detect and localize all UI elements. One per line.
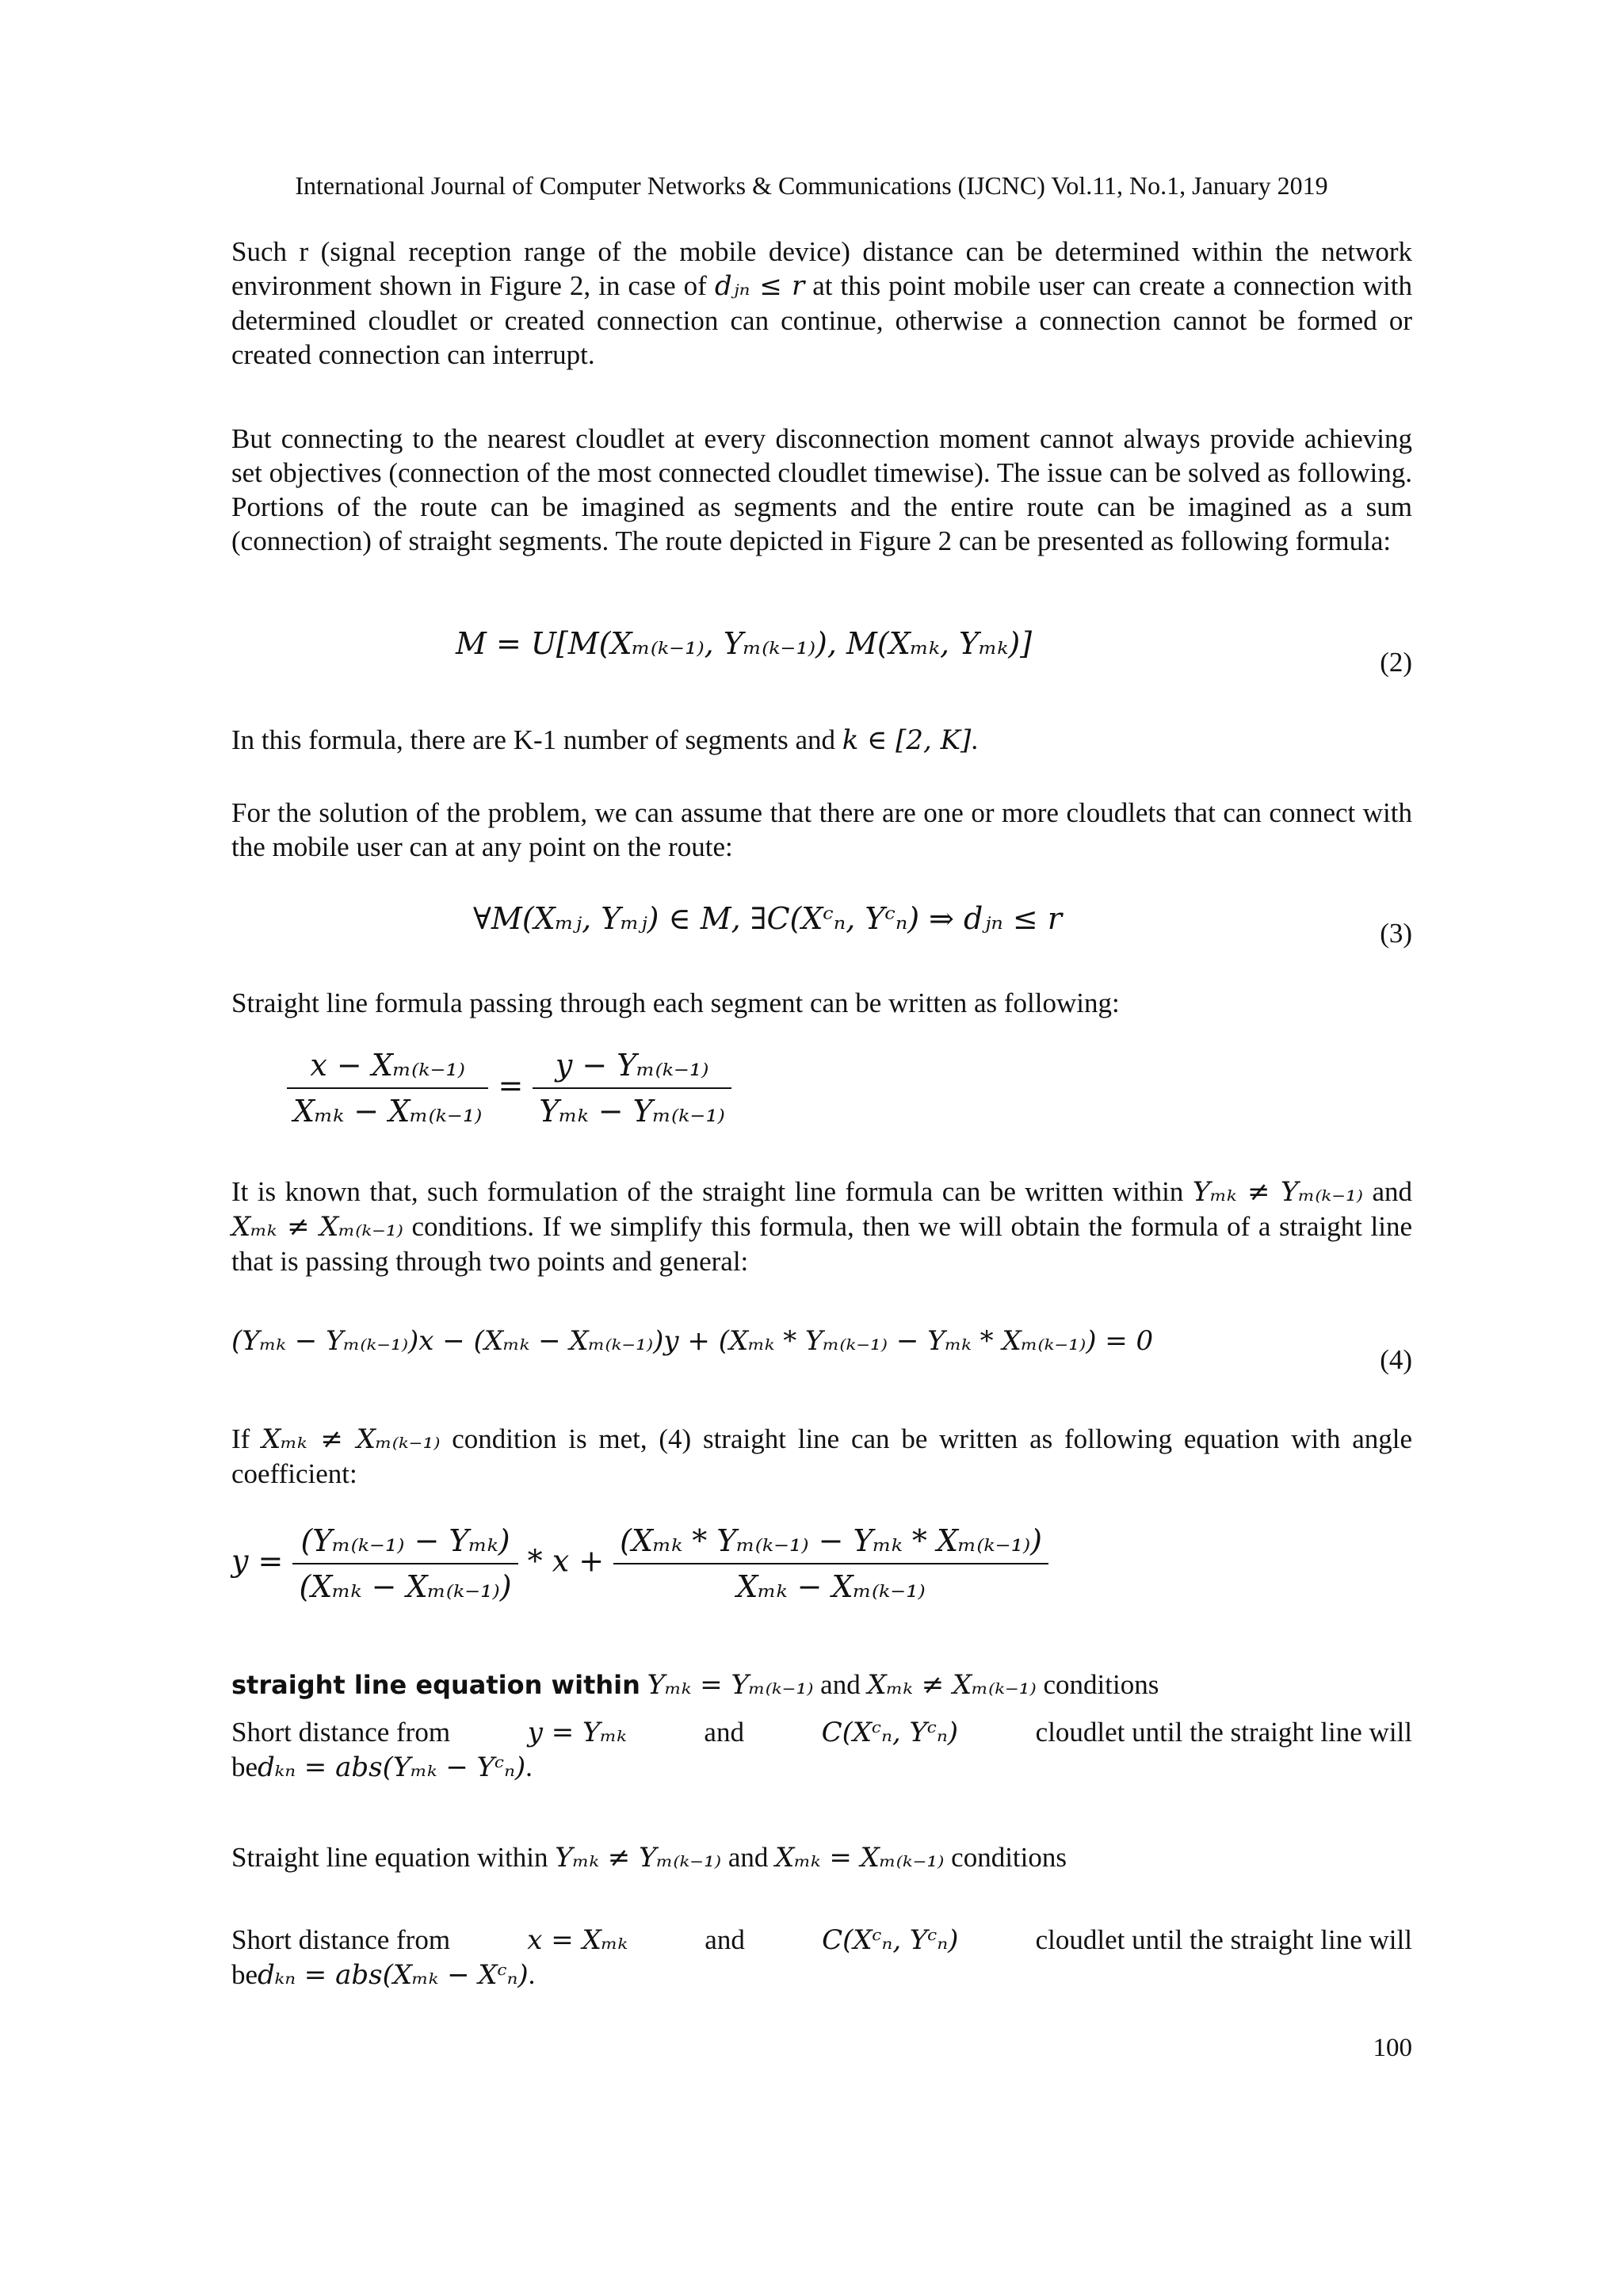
fraction-denominator: Xₘₖ − Xₘ₍ₖ₋₁₎ — [293, 1094, 483, 1129]
inline-math: C(Xᶜₙ, Yᶜₙ) — [822, 1924, 959, 1956]
paragraph-text: It is known that, such formulation of the straight line formula can be written within — [231, 1176, 1184, 1207]
paragraph-distance-y — [231, 1715, 1412, 1785]
text-line — [231, 1750, 1412, 1785]
fraction-left — [287, 1048, 488, 1129]
equation-3: ∀M(Xₘⱼ, Yₘⱼ) ∈ M, ∃C(Xᶜₙ, Yᶜₙ) ⇒ dⱼₙ ≤ r — [473, 901, 1062, 936]
equation-slope — [231, 1523, 1048, 1604]
inline-math: Xₘₖ ≠ Xₘ₍ₖ₋₁₎ — [262, 1423, 441, 1455]
inline-math: Xₘₖ = Xₘ₍ₖ₋₁₎ — [775, 1842, 945, 1874]
fraction-numerator: x − Xₘ₍ₖ₋₁₎ — [287, 1048, 488, 1089]
fraction-slope — [292, 1523, 517, 1604]
fraction-denominator: Yₘₖ − Yₘ₍ₖ₋₁₎ — [539, 1094, 725, 1129]
inline-math: C(Xᶜₙ, Yᶜₙ) — [821, 1717, 958, 1748]
inline-math: x = Xₘₖ — [527, 1924, 628, 1956]
paragraph-text: and — [820, 1669, 861, 1700]
paragraph-distance-x — [231, 1923, 1412, 1992]
paragraph-text: and — [704, 1717, 744, 1748]
inline-math: dₖₙ = abs(Yₘₖ − Yᶜₙ) — [258, 1752, 526, 1783]
inline-math: Xₘₖ ≠ Xₘ₍ₖ₋₁₎ — [867, 1669, 1037, 1701]
paragraph-text: conditions — [1043, 1669, 1159, 1700]
fraction-right — [533, 1048, 731, 1129]
paragraph-text: at this point mobile user can create a connection with determined cloudlet or created connection can continue, otherwise a connection cannot be formed or created connection can interrupt. — [231, 270, 1413, 370]
paragraph-text: and — [727, 1842, 769, 1873]
equation-2: M = U[M(Xₘ₍ₖ₋₁₎, Yₘ₍ₖ₋₁₎), M(Xₘₖ, Yₘₖ)] — [456, 626, 1033, 661]
paragraph-text: Straight line equation within — [231, 1842, 548, 1873]
inline-math: k ∈ [2, K] — [842, 724, 972, 756]
equation-number: (2) — [1380, 647, 1412, 678]
paragraph-text: cloudlet until the straight line will — [1035, 1717, 1412, 1748]
journal-header: International Journal of Computer Networks & Communications (IJCNC) Vol.11, No.1, January 2019 — [295, 171, 1328, 200]
punctuation: . — [528, 1959, 536, 1990]
paragraph-assumption: For the solution of the problem, we can assume that there are one or more cloudlets that can connect with the mobile user can at any point on the route: — [231, 797, 1412, 862]
fraction-numerator: (Xₘₖ * Yₘ₍ₖ₋₁₎ − Yₘₖ * Xₘ₍ₖ₋₁₎) — [613, 1523, 1048, 1564]
paragraph-angle — [231, 1422, 1412, 1491]
paragraph-line-formula: Straight line formula passing through each segment can be written as following: — [231, 988, 1120, 1018]
paragraph-text: conditions. If we simplify this formula, then we will obtain the formula of a straight line that is passing through two points and general: — [231, 1211, 1413, 1277]
text-line — [231, 1715, 1412, 1750]
inline-math: y = Yₘₖ — [527, 1717, 627, 1748]
paragraph-text: In this formula, there are K-1 number of segments and — [231, 724, 835, 755]
paragraph-conditions — [231, 1175, 1412, 1278]
fraction-denominator: (Xₘₖ − Xₘ₍ₖ₋₁₎) — [299, 1569, 512, 1604]
inline-math: Yₘₖ ≠ Yₘ₍ₖ₋₁₎ — [555, 1842, 722, 1874]
equation-lhs: y = — [231, 1543, 284, 1579]
fraction-numerator: y − Yₘ₍ₖ₋₁₎ — [533, 1048, 731, 1089]
equation-number: (3) — [1380, 918, 1412, 949]
fraction-intercept — [613, 1523, 1048, 1604]
inline-math: Yₘₖ ≠ Yₘ₍ₖ₋₁₎ — [1192, 1176, 1364, 1208]
inline-math: dₖₙ = abs(Xₘₖ − Xᶜₙ) — [258, 1959, 529, 1991]
paragraph-text: and — [1372, 1176, 1413, 1207]
equals-sign: = — [498, 1068, 524, 1103]
paragraph-text: condition is met, (4) straight line can be written as following equation with angle coefficient: — [231, 1423, 1412, 1489]
inline-math: dⱼₙ ≤ r — [714, 270, 805, 302]
line-horizontal-condition — [231, 1668, 1412, 1702]
equation-4: (Yₘₖ − Yₘ₍ₖ₋₁₎)x − (Xₘₖ − Xₘ₍ₖ₋₁₎)y + (Xₘₖ * Yₘ₍ₖ₋₁₎ − Yₘₖ * Xₘ₍ₖ₋₁₎) = 0 — [231, 1325, 1154, 1357]
text-line — [231, 1958, 1412, 1992]
fraction-numerator: (Yₘ₍ₖ₋₁₎ − Yₘₖ) — [292, 1523, 517, 1564]
paragraph-text: be — [231, 1752, 258, 1782]
paragraph-text: If — [231, 1423, 250, 1454]
paragraph-route: But connecting to the nearest cloudlet at every disconnection moment cannot always provide achieving set objectives (connection of the most connected cloudlet timewise). The issue can be solved as following. Portions of the route can be imagined as segments and the entire route can be imagined as a sum (connection) of straight segments. The route depicted in Figure 2 can be presented as following formula: — [231, 423, 1412, 556]
paragraph-text: Such r (signal reception range of the mobile device) distance can be determined within the network environment shown in Figure 2, in case of — [231, 236, 1412, 301]
punctuation: . — [971, 724, 979, 755]
fraction-denominator: Xₘₖ − Xₘ₍ₖ₋₁₎ — [736, 1569, 926, 1604]
text-line — [231, 1923, 1412, 1958]
paragraph-text: and — [705, 1924, 745, 1955]
paragraph-text: Short distance from — [231, 1717, 451, 1748]
punctuation: . — [525, 1752, 533, 1782]
equation-number: (4) — [1380, 1344, 1412, 1375]
paragraph-text: Short distance from — [231, 1924, 451, 1955]
paragraph-range — [231, 235, 1412, 372]
line-vertical-condition — [231, 1840, 1412, 1875]
equation-operator: * x + — [527, 1543, 605, 1579]
page-number: 100 — [1373, 2034, 1412, 2062]
heading-text: straight line equation within — [231, 1670, 640, 1700]
inline-math: Yₘₖ = Yₘ₍ₖ₋₁₎ — [647, 1669, 814, 1701]
paragraph-segments — [231, 723, 1412, 758]
paragraph-text: cloudlet until the straight line will — [1035, 1924, 1412, 1955]
equation-line-two-point — [287, 1048, 731, 1129]
paragraph-text: conditions — [951, 1842, 1067, 1873]
inline-math: Xₘₖ ≠ Xₘ₍ₖ₋₁₎ — [231, 1211, 403, 1243]
paragraph-text: be — [231, 1959, 258, 1990]
